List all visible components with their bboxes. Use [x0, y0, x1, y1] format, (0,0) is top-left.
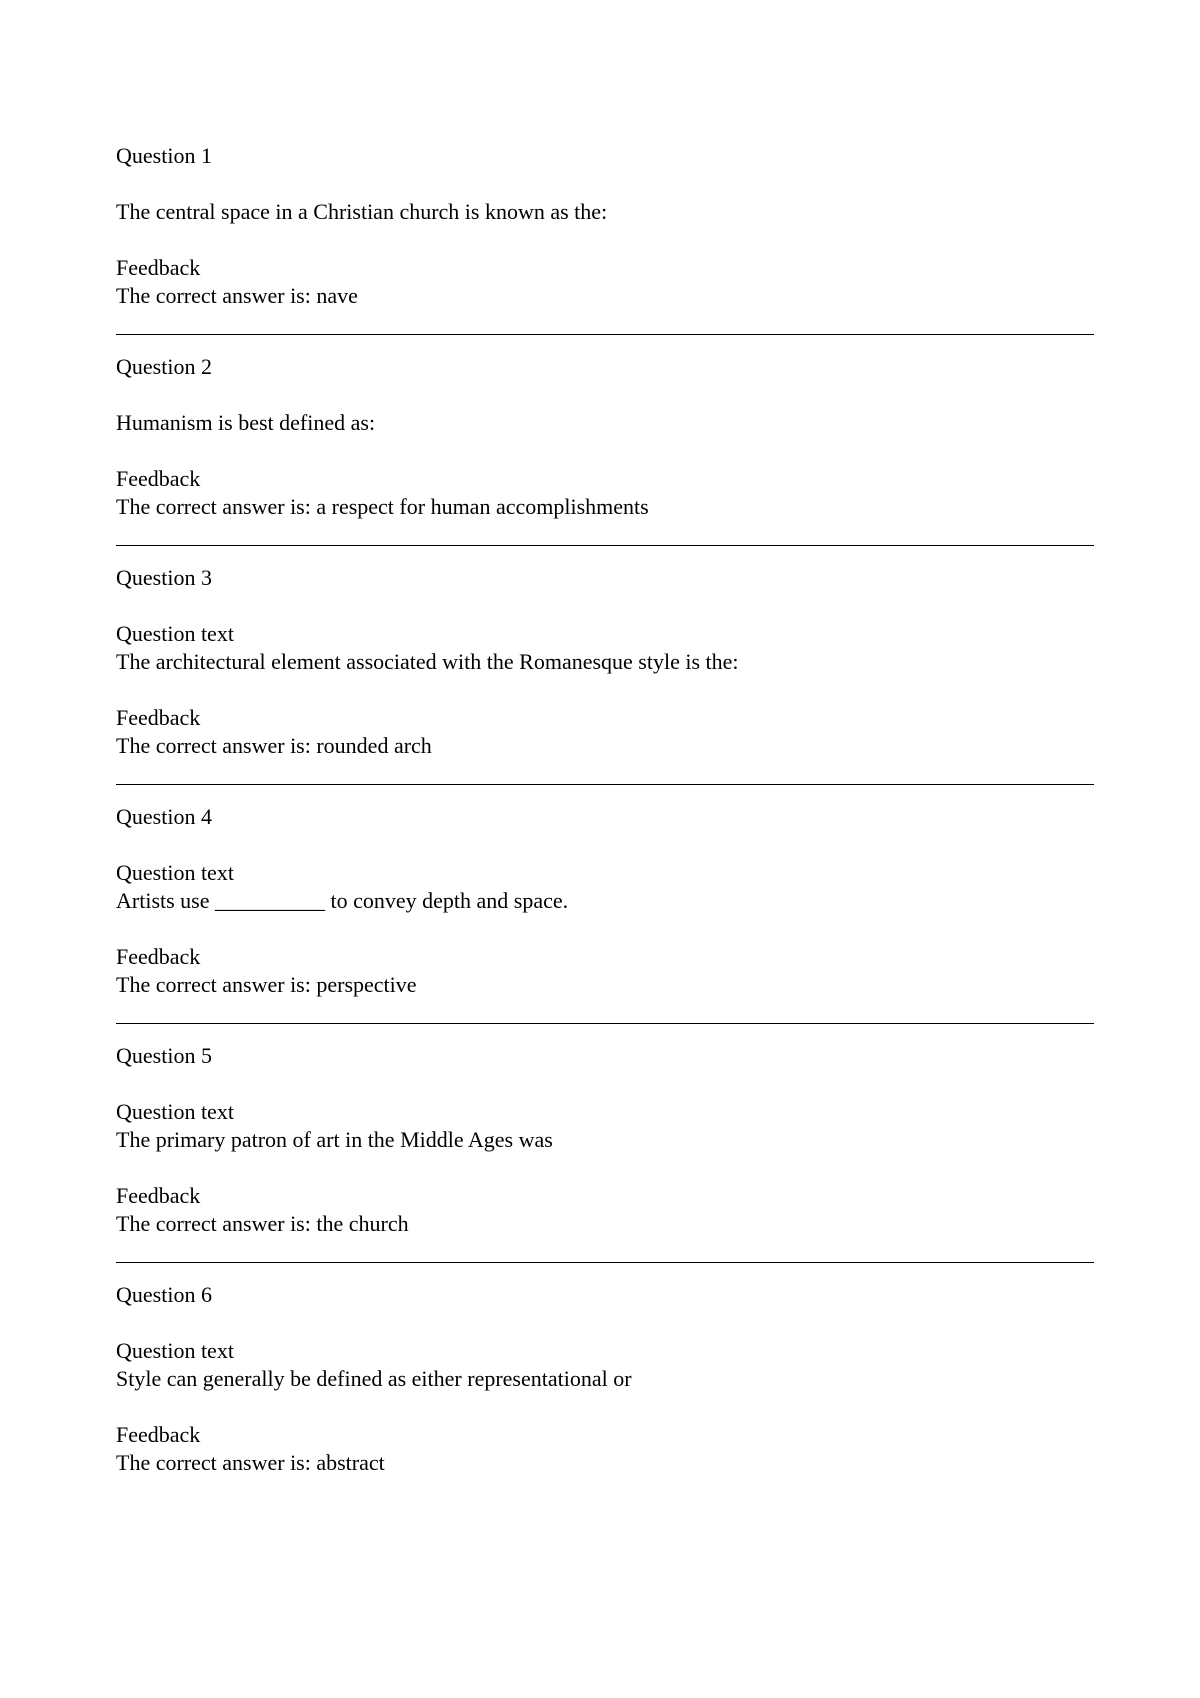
- correct-answer: The correct answer is: nave: [116, 283, 358, 308]
- question-text-label: Question text: [116, 1099, 234, 1124]
- feedback-label: Feedback: [116, 255, 201, 280]
- feedback-block: [116, 1182, 1094, 1238]
- correct-answer: The correct answer is: perspective: [116, 972, 417, 997]
- question-text: Humanism is best defined as:: [116, 410, 376, 435]
- question-text-block: [116, 1337, 1094, 1393]
- question-text-block: [116, 620, 1094, 676]
- feedback-label: Feedback: [116, 705, 201, 730]
- question-text-block: [116, 409, 1094, 437]
- correct-answer: The correct answer is: a respect for human accomplishments: [116, 494, 649, 519]
- question-1: [116, 142, 1094, 335]
- correct-answer: The correct answer is: rounded arch: [116, 733, 432, 758]
- question-text: Style can generally be defined as either representational or: [116, 1366, 632, 1391]
- feedback-block: [116, 943, 1094, 999]
- question-2: [116, 353, 1094, 546]
- question-4: [116, 803, 1094, 1024]
- question-text-block: [116, 1098, 1094, 1154]
- question-number: Question 1: [116, 143, 212, 168]
- quiz-document: [116, 142, 1094, 1501]
- feedback-block: [116, 704, 1094, 760]
- correct-answer: The correct answer is: the church: [116, 1211, 409, 1236]
- question-number: Question 2: [116, 354, 212, 379]
- feedback-label: Feedback: [116, 466, 201, 491]
- question-3: [116, 564, 1094, 785]
- feedback-block: [116, 465, 1094, 521]
- question-text-block: [116, 198, 1094, 226]
- question-text-label: Question text: [116, 1338, 234, 1363]
- question-number: Question 3: [116, 565, 212, 590]
- feedback-label: Feedback: [116, 944, 201, 969]
- question-text-label: Question text: [116, 621, 234, 646]
- question-text: The primary patron of art in the Middle Ages was: [116, 1127, 553, 1152]
- correct-answer: The correct answer is: abstract: [116, 1450, 385, 1475]
- question-text-block: [116, 859, 1094, 915]
- question-number: Question 6: [116, 1282, 212, 1307]
- feedback-block: [116, 254, 1094, 310]
- feedback-label: Feedback: [116, 1183, 201, 1208]
- feedback-label: Feedback: [116, 1422, 201, 1447]
- question-text: The architectural element associated with the Romanesque style is the:: [116, 649, 739, 674]
- question-6: [116, 1281, 1094, 1501]
- question-text-label: Question text: [116, 860, 234, 885]
- question-number: Question 5: [116, 1043, 212, 1068]
- question-text: The central space in a Christian church is known as the:: [116, 199, 608, 224]
- question-5: [116, 1042, 1094, 1263]
- question-text: Artists use __________ to convey depth and space.: [116, 888, 569, 913]
- feedback-block: [116, 1421, 1094, 1477]
- question-number: Question 4: [116, 804, 212, 829]
